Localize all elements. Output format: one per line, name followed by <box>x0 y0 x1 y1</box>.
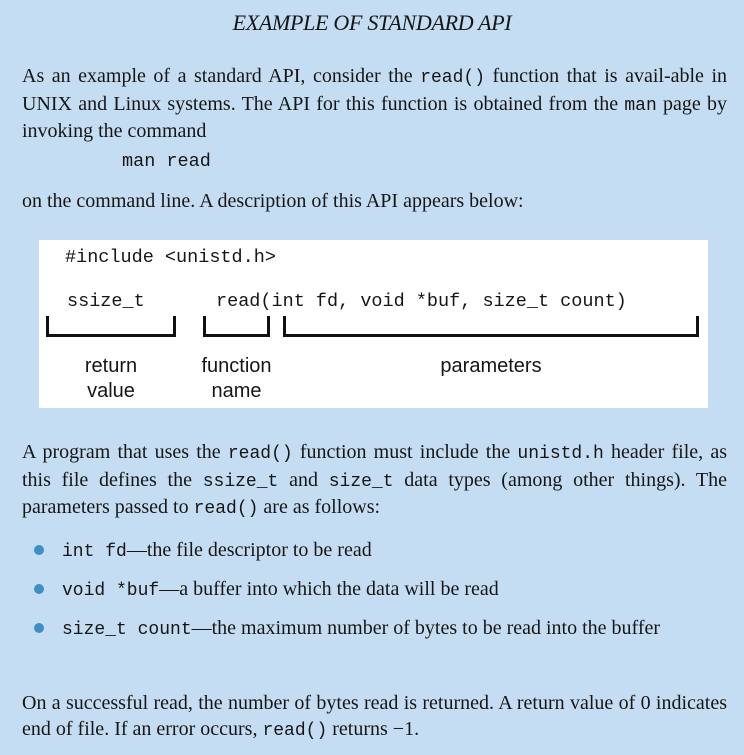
list-item: int fd—the file descriptor to be read <box>62 538 727 565</box>
api-description-box <box>39 240 708 408</box>
inline-code: read() <box>420 68 485 88</box>
inline-code: unistd.h <box>517 444 604 464</box>
section-title: EXAMPLE OF STANDARD API <box>232 10 512 35</box>
list-item: void *buf—a buffer into which the data will be read <box>62 577 727 604</box>
inline-code: ssize_t <box>202 471 279 492</box>
intro-paragraph: As an example of a standard API, consider the read() function that is avail-able in UNIX and Linux systems. The API for this function is obtained from the man page by invoking the command <box>22 65 728 142</box>
inline-code: read() <box>262 720 328 741</box>
return-value-paragraph: On a successful read, the number of bytes read is returned. A return value of 0 indicates end of file. If an error occurs, read() returns −1. <box>22 692 727 741</box>
return-type-code: ssize_t <box>67 291 145 312</box>
command-followup: on the command line. A description of this API appears below: <box>22 190 524 212</box>
inline-code: man <box>624 95 657 116</box>
bullet-icon <box>34 545 44 555</box>
function-signature-code: read(int fd, void *buf, size_t count) <box>216 291 627 312</box>
bullet-icon <box>34 584 44 594</box>
command-example: man read <box>122 151 211 172</box>
parameters-label: parameters <box>440 355 542 377</box>
list-item: size_t count—the maximum number of bytes to be read into the buffer <box>62 616 727 643</box>
header-file-paragraph: A program that uses the read() function must include the unistd.h header file, as this file defines the ssize_t and size_t data types (among other things). The parameters passed to read() are as follows: <box>22 441 727 519</box>
bullet-icon <box>34 623 44 633</box>
inline-code: read() <box>193 499 259 519</box>
include-line: #include <unistd.h> <box>65 247 276 268</box>
inline-code: size_t <box>328 471 394 492</box>
function-name-bracket <box>203 316 270 337</box>
function-name-label: function name <box>201 355 272 402</box>
inline-code: read() <box>227 444 293 464</box>
return-value-label: return value <box>84 355 138 402</box>
parameters-bracket <box>283 316 699 337</box>
return-value-bracket <box>46 316 176 337</box>
